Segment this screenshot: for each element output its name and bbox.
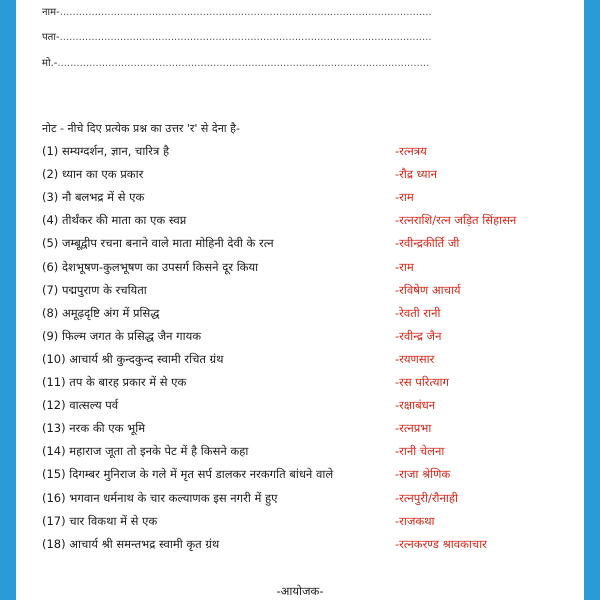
question-text: (10) आचार्य श्री कुन्दकुन्द स्वामी रचित ग्रंथ — [42, 351, 224, 366]
question-text: (6) देशभूषण-कुलभूषण का उपसर्ग किसने दूर किया — [42, 259, 259, 274]
question-row — [42, 491, 582, 509]
question-text: (14) महाराज जूता तो इनके पेट में है किसने कहा — [42, 444, 249, 459]
question-row — [42, 421, 582, 439]
question-text: (4) तीर्थंकर की माता का एक स्वप्न — [42, 213, 187, 228]
question-row — [42, 537, 582, 555]
question-row — [42, 467, 582, 485]
answer-text: -रस परित्याग — [395, 375, 449, 389]
answer-text: -रेवती रानी — [395, 305, 441, 320]
name-dots: ..................................................................................................................... — [59, 7, 432, 18]
question-text: (7) पद्मपुराण के रचयिता — [42, 282, 147, 297]
question-row — [42, 144, 582, 162]
answer-text: -रत्नप्रभा — [395, 421, 432, 436]
question-row — [42, 213, 582, 231]
answer-text: -रविषेण आचार्य — [395, 282, 461, 297]
name-label: नाम- — [42, 7, 60, 18]
question-row — [42, 306, 582, 324]
question-row — [42, 514, 582, 532]
name-field[interactable] — [42, 4, 432, 18]
answer-text: -रत्नराशि/रत्न जड़ित सिंहासन — [395, 213, 517, 228]
quiz-sheet — [16, 0, 584, 600]
address-field[interactable] — [42, 29, 432, 43]
answer-text: -रानी चेलना — [395, 444, 445, 459]
question-row — [42, 398, 582, 416]
question-text: (18) आचार्य श्री समन्तभद्र स्वामी कृत ग्रंथ — [42, 536, 220, 551]
answer-text: -राम — [395, 190, 414, 205]
question-row — [42, 352, 582, 370]
question-text: (12) वात्सल्य पर्व — [42, 398, 119, 413]
question-row — [42, 260, 582, 278]
question-row — [42, 190, 582, 208]
answer-text: -राजा श्रेणिक — [395, 467, 451, 482]
question-text: (15) दिगम्बर मुनिराज के गले में मृत सर्प डालकर नरकगति बांधने वाले — [42, 467, 334, 482]
question-text: (1) सम्यग्दर्शन, ज्ञान, चारित्र है — [42, 144, 170, 158]
answer-text: -रक्षाबंधन — [395, 398, 436, 413]
question-row — [42, 283, 582, 301]
answer-text: -रवीन्द्र जैन — [395, 328, 442, 343]
mobile-label: मो.- — [42, 58, 58, 69]
question-row — [42, 329, 582, 347]
question-row — [42, 167, 582, 185]
question-text: (13) नरक की एक भूमि — [42, 421, 146, 436]
question-row — [42, 236, 582, 254]
instruction-note: नोट - नीचे दिए प्रत्येक प्रश्न का उत्तर 'र' से देना है- — [42, 122, 240, 135]
question-text: (3) नौ बलभद्र में से एक — [42, 190, 145, 205]
question-text: (9) फिल्म जगत के प्रसिद्ध जैन गायक — [42, 328, 202, 343]
organizer-footer: -आयोजक- — [276, 584, 324, 598]
address-dots: ..................................................................................................................... — [59, 32, 432, 43]
question-text: (5) जम्बूद्वीप रचना बनाने वाले माता मोहिनी देवी के रत्न — [42, 236, 274, 251]
answer-text: -रत्नकरण्ड श्रावकाचार — [395, 536, 487, 551]
question-text: (2) ध्यान का एक प्रकार — [42, 167, 144, 182]
answer-text: -रयणसार — [395, 351, 435, 366]
answer-text: -रत्नपुरी/रौनाही — [395, 490, 458, 505]
question-text: (11) तप के बारह प्रकार में से एक — [42, 375, 187, 389]
question-text: (17) चार विकथा में से एक — [42, 513, 158, 528]
answer-text: -राम — [395, 259, 414, 274]
answer-text: -रवीन्द्रकीर्ति जी — [395, 236, 460, 251]
question-text: (8) अमूढ़दृष्टि अंग में प्रसिद्ध — [42, 305, 160, 320]
question-row — [42, 375, 582, 393]
mobile-dots: ..................................................................................................................... — [57, 58, 430, 69]
answer-text: -राजकथा — [395, 513, 435, 528]
address-label: पता- — [42, 32, 60, 43]
question-text: (16) भगवान धर्मनाथ के चार कल्याणक इस नगरी में हुए — [42, 490, 278, 505]
answer-text: -रत्नत्रय — [395, 144, 427, 158]
mobile-field[interactable] — [42, 55, 429, 69]
answer-text: -रौद्र ध्यान — [395, 167, 437, 182]
question-row — [42, 444, 582, 462]
